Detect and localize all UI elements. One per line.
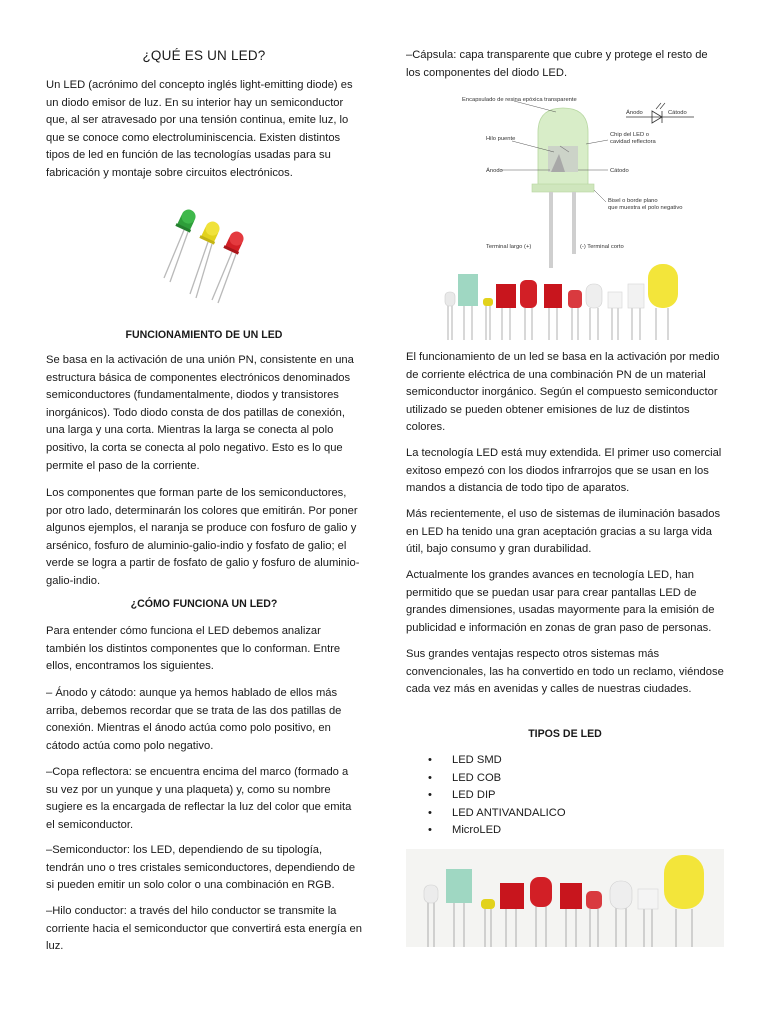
led-row-photo-large xyxy=(406,849,724,947)
paragraph-hilo-conductor: –Hilo conductor: a través del hilo conductor se transmite la corriente hacia el semiconductor que convertirá esta energía en luz. xyxy=(46,905,362,953)
diode-symbol-icon xyxy=(626,103,694,123)
paragraph-componentes: Los componentes que forman parte de los semiconductores, por otro lado, determinarán los colores que emitirán. Por poner algunos ejemplos, el naranja se produce con fosfuro de galio y arsénico, fosfuro de aluminio-galio-indio y fosfato de galio; el verde se logra a partir de fosfato de galio y fosfuro de aluminio-galio-indio. xyxy=(46,487,360,587)
svg-text:Ánodo: Ánodo xyxy=(626,110,643,116)
tipos-list xyxy=(406,752,724,840)
paragraph-reciente: Más recientemente, el uso de sistemas de iluminación basados en LED ha tenido una gran aceptación gracias a su larga vida útil, bajo consumo y gran durabilidad. xyxy=(406,508,721,556)
svg-text:Cátodo: Cátodo xyxy=(610,168,629,174)
paragraph-copa-reflectora: –Copa reflectora: se encuentra encima del marco (formado a su vez por un yunque y una plaqueta) y, como su nombre sugiere es la encargada de reflectar la luz del color que emita el semiconductor. xyxy=(46,766,352,831)
led-trio-illustration xyxy=(154,208,254,304)
svg-text:que muestra el polo negativo: que muestra el polo negativo xyxy=(608,205,683,211)
paragraph-funcionamiento: Se basa en la activación de una unión PN, consistente en una estructura básica de componentes electrónicos denominados semiconductores (fundamentalmente, diodos y transistores inorgánicos). Todo diodo consta de dos patillas de conexión, una larga y una corta. Mientras la larga se conecta al polo positivo, la corta se conecta al polo negativo. Esto es lo que permite el paso de la corriente. xyxy=(46,354,354,472)
list-item: • LED SMD xyxy=(406,752,724,770)
intro-paragraph: Un LED (acrónimo del concepto inglés light-emitting diode) es un diodo emisor de luz. En su interior hay un semiconductor que, al ser atravesado por una tensión continua, emite luz, lo que se conoce como electroluminiscencia. Existen distintos tipos de led en función de las tecnologías usadas para su fabricación y montaje sobre circuitos electrónicos. xyxy=(46,79,353,179)
svg-text:Ánodo: Ánodo xyxy=(486,168,503,174)
page-title: ¿QUÉ ES UN LED? xyxy=(142,48,266,63)
paragraph-tecnologia: La tecnología LED está muy extendida. El primer uso comercial exitoso empezó con los diodos infrarrojos que se usan en los mandos a distancia de todo tipo de aparatos. xyxy=(406,447,722,495)
svg-text:cavidad reflectora: cavidad reflectora xyxy=(610,139,656,145)
svg-text:Bisel o borde plano: Bisel o borde plano xyxy=(608,198,658,204)
list-item: • LED COB xyxy=(406,770,724,788)
svg-text:Chip del LED o: Chip del LED o xyxy=(610,132,649,138)
list-item: • MicroLED xyxy=(406,822,724,840)
paragraph-capsula: –Cápsula: capa transparente que cubre y protege el resto de los componentes del diodo LED. xyxy=(406,49,708,79)
yellow-led-icon xyxy=(199,219,222,245)
paragraph-entender: Para entender cómo funciona el LED debemos analizar también los distintos componentes que lo conforman. Entre ellos, encontramos los siguientes. xyxy=(46,625,341,673)
svg-text:Hilo puente: Hilo puente xyxy=(486,136,516,142)
paragraph-anodo-catodo: – Ánodo y cátodo: aunque ya hemos hablado de ellos más arriba, debemos recordar que se trata de las dos patillas de conexión. Mientras el ánodo actúa como polo positivo, en cátodo actúa como polo negativo. xyxy=(46,687,342,752)
list-item: • LED DIP xyxy=(406,787,724,805)
heading-tipos: TIPOS DE LED xyxy=(528,728,602,740)
red-led-icon xyxy=(223,229,246,255)
paragraph-funcionamiento-led: El funcionamiento de un led se basa en la activación por medio de corriente eléctrica de una combinación PN de un material semiconductor inorgánico. Según el compuesto semiconductor utilizado se pueden obtener emisiones de luz de distintos colores. xyxy=(406,351,720,434)
svg-text:Terminal largo (+): Terminal largo (+) xyxy=(486,244,532,250)
green-led-icon xyxy=(175,208,198,233)
paragraph-semiconductor: –Semiconductor: los LED, dependiendo de su tipología, tendrán uno o tres cristales semiconductores, dependiendo de si pueden emitir un solo color o una combinación en RGB. xyxy=(46,844,356,892)
heading-como-funciona: ¿CÓMO FUNCIONA UN LED? xyxy=(130,598,278,610)
led-anatomy-diagram xyxy=(456,90,722,270)
diagram-title: Encapsulado de resina epóxica transparente xyxy=(462,97,577,103)
heading-funcionamiento: FUNCIONAMIENTO DE UN LED xyxy=(125,329,283,341)
list-item: • LED ANTIVANDALICO xyxy=(406,805,724,823)
svg-text:Cátodo: Cátodo xyxy=(668,110,687,116)
svg-text:(-) Terminal corto: (-) Terminal corto xyxy=(580,244,624,250)
paragraph-actualmente: Actualmente los grandes avances en tecnología LED, han permitido que se puedan usar para crear pantallas LED de grandes dimensiones, usadas mayormente para la emisión de publicidad e información en zonas de gran paso de personas. xyxy=(406,569,715,634)
led-row-photo xyxy=(442,262,688,342)
paragraph-ventajas: Sus grandes ventajas respecto otros sistemas más convencionales, las ha convertido en todo un reclamo, viéndose cada vez más en avenidas y calles de nuestras ciudades. xyxy=(406,648,724,696)
